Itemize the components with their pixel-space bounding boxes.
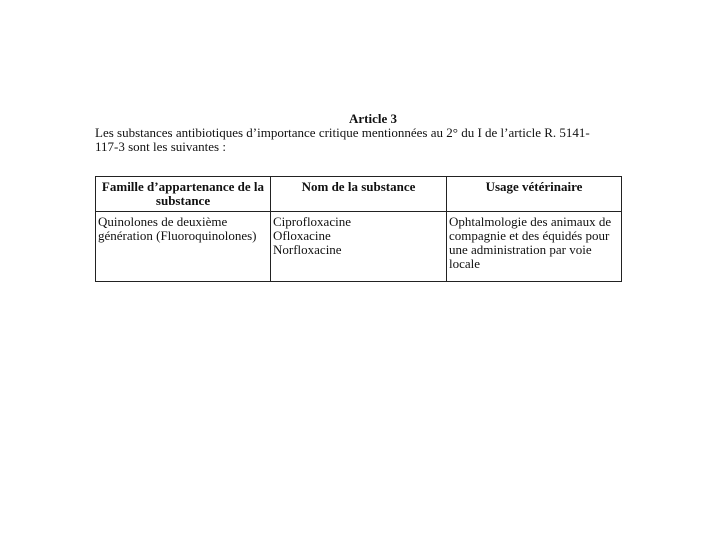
header-family: Famille d’appartenance de la substance xyxy=(96,177,271,212)
intro-line-1: Les substances antibiotiques d’importance critique mentionnées au 2° du I de l’article R. 5141- xyxy=(95,125,590,140)
intro-paragraph xyxy=(95,126,621,154)
document-page xyxy=(95,111,621,271)
substances-table xyxy=(95,176,622,282)
cell-usage: Ophtalmologie des animaux de compagnie et des équidés pour une administration par voie locale xyxy=(447,212,622,282)
substance-item: Ciprofloxacine xyxy=(273,214,351,229)
substance-item: Ofloxacine xyxy=(273,228,331,243)
intro-line-2: 117-3 sont les suivantes : xyxy=(95,139,226,154)
header-substance-name: Nom de la substance xyxy=(271,177,447,212)
table-header-row xyxy=(96,177,622,212)
table-row xyxy=(96,212,622,282)
header-veterinary-use: Usage vétérinaire xyxy=(447,177,622,212)
cell-substances xyxy=(271,212,447,282)
substance-item: Norfloxacine xyxy=(273,242,342,257)
article-title: Article 3 xyxy=(348,111,397,126)
cell-family: Quinolones de deuxième génération (Fluoroquinolones) xyxy=(96,212,271,282)
